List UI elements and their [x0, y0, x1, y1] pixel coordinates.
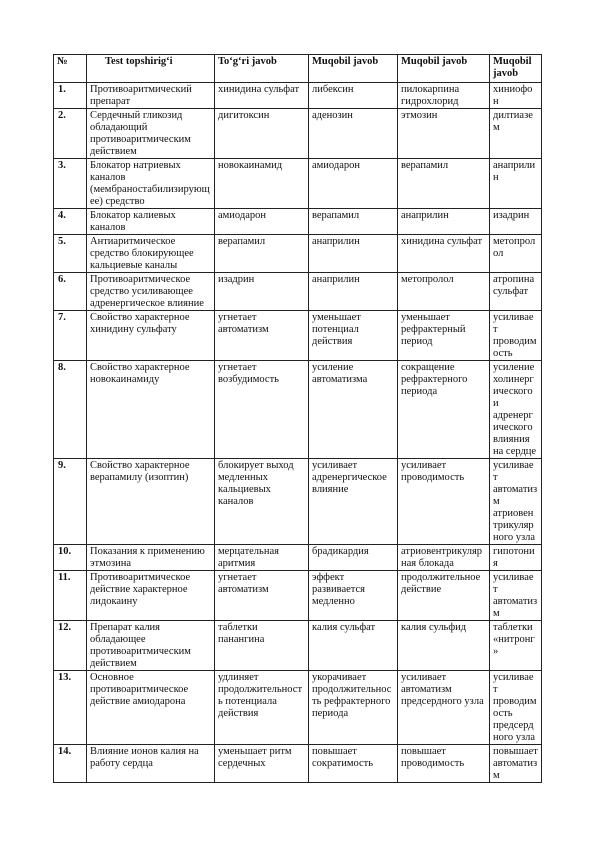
- cell-number: 3.: [54, 159, 87, 209]
- cell-number: 6.: [54, 273, 87, 311]
- cell-question: Препарат калия обладающее противоаритмическим действием: [87, 621, 215, 671]
- cell-alt-answer-3: усиливает проводимость предсердного узла: [490, 671, 542, 745]
- cell-alt-answer-2: калия сульфид: [398, 621, 490, 671]
- cell-correct-answer: дигитоксин: [215, 109, 309, 159]
- cell-question: Блокатор натриевых каналов (мембраностабилизирующее) средство: [87, 159, 215, 209]
- cell-correct-answer: мерцательная аритмия: [215, 545, 309, 571]
- cell-number: 9.: [54, 459, 87, 545]
- cell-correct-answer: верапамил: [215, 235, 309, 273]
- table-row: [54, 571, 542, 621]
- cell-question: Свойство характерное хинидину сульфату: [87, 311, 215, 361]
- table-row: [54, 83, 542, 109]
- cell-alt-answer-3: повышает автоматизм: [490, 745, 542, 783]
- cell-alt-answer-2: сокращение рефрактерного периода: [398, 361, 490, 459]
- header-number: №: [54, 55, 87, 83]
- table-header-row: [54, 55, 542, 83]
- cell-number: 1.: [54, 83, 87, 109]
- table-row: [54, 273, 542, 311]
- cell-question: Противоаритмический препарат: [87, 83, 215, 109]
- cell-alt-answer-2: верапамил: [398, 159, 490, 209]
- cell-question: Свойство характерное верапамилу (изоптин): [87, 459, 215, 545]
- table-body: [54, 83, 542, 783]
- cell-alt-answer-1: брадикардия: [309, 545, 398, 571]
- cell-alt-answer-1: усиливает адренергическое влияние: [309, 459, 398, 545]
- cell-question: Противоаритмическое средство усиливающее адренергическое влияние: [87, 273, 215, 311]
- cell-alt-answer-1: усиление автоматизма: [309, 361, 398, 459]
- cell-number: 7.: [54, 311, 87, 361]
- cell-question: Антиаритмическое средство блокирующее кальциевые каналы: [87, 235, 215, 273]
- cell-alt-answer-1: калия сульфат: [309, 621, 398, 671]
- cell-question: Влияние ионов калия на работу сердца: [87, 745, 215, 783]
- table-row: [54, 459, 542, 545]
- test-table: [53, 54, 542, 783]
- cell-question: Показания к применению этмозина: [87, 545, 215, 571]
- cell-question: Сердечный гликозид обладающий противоаритмическим действием: [87, 109, 215, 159]
- cell-alt-answer-2: хинидина сульфат: [398, 235, 490, 273]
- table-row: [54, 745, 542, 783]
- table-row: [54, 159, 542, 209]
- cell-correct-answer: угнетает автоматизм: [215, 311, 309, 361]
- cell-number: 11.: [54, 571, 87, 621]
- cell-alt-answer-1: повышает сократимость: [309, 745, 398, 783]
- cell-alt-answer-2: этмозин: [398, 109, 490, 159]
- table-row: [54, 671, 542, 745]
- table-row: [54, 361, 542, 459]
- cell-alt-answer-3: хиниофон: [490, 83, 542, 109]
- cell-alt-answer-3: метопролол: [490, 235, 542, 273]
- cell-correct-answer: изадрин: [215, 273, 309, 311]
- cell-alt-answer-1: уменьшает потенциал действия: [309, 311, 398, 361]
- cell-alt-answer-3: изадрин: [490, 209, 542, 235]
- cell-alt-answer-3: таблетки «нитронг»: [490, 621, 542, 671]
- cell-alt-answer-1: анаприлин: [309, 235, 398, 273]
- header-alt-answer-3: Muqobil javob: [490, 55, 542, 83]
- header-alt-answer-1: Muqobil javob: [309, 55, 398, 83]
- document-page: [53, 54, 541, 783]
- table-row: [54, 109, 542, 159]
- cell-correct-answer: блокирует выход медленных кальциевых каналов: [215, 459, 309, 545]
- cell-correct-answer: новокаинамид: [215, 159, 309, 209]
- cell-number: 2.: [54, 109, 87, 159]
- cell-number: 13.: [54, 671, 87, 745]
- cell-alt-answer-2: повышает проводимость: [398, 745, 490, 783]
- cell-alt-answer-3: усиливает проводимость: [490, 311, 542, 361]
- cell-alt-answer-1: аденозин: [309, 109, 398, 159]
- cell-question: Блокатор калиевых каналов: [87, 209, 215, 235]
- cell-alt-answer-3: гипотония: [490, 545, 542, 571]
- cell-correct-answer: таблетки панангина: [215, 621, 309, 671]
- table-row: [54, 235, 542, 273]
- cell-alt-answer-2: анаприлин: [398, 209, 490, 235]
- cell-number: 14.: [54, 745, 87, 783]
- cell-number: 4.: [54, 209, 87, 235]
- table-row: [54, 311, 542, 361]
- cell-alt-answer-1: верапамил: [309, 209, 398, 235]
- cell-alt-answer-3: анаприлин: [490, 159, 542, 209]
- cell-question: Свойство характерное новокаинамиду: [87, 361, 215, 459]
- cell-alt-answer-1: анаприлин: [309, 273, 398, 311]
- cell-alt-answer-1: укорачивает продолжительность рефрактерного периода: [309, 671, 398, 745]
- cell-correct-answer: угнетает возбудимость: [215, 361, 309, 459]
- cell-question: Противоаритмическое действие характерное лидокаину: [87, 571, 215, 621]
- cell-alt-answer-2: метопролол: [398, 273, 490, 311]
- cell-alt-answer-2: пилокарпина гидрохлорид: [398, 83, 490, 109]
- cell-correct-answer: уменьшает ритм сердечных: [215, 745, 309, 783]
- cell-alt-answer-3: усиление холинергического и адренергического влияния на сердце: [490, 361, 542, 459]
- cell-alt-answer-3: дилтиазем: [490, 109, 542, 159]
- cell-alt-answer-3: усиливает автоматизм атриовентрикулярного узла: [490, 459, 542, 545]
- cell-correct-answer: амиодарон: [215, 209, 309, 235]
- cell-alt-answer-2: атриовентрикулярная блокада: [398, 545, 490, 571]
- table-row: [54, 209, 542, 235]
- header-correct-answer: To‘g‘ri javob: [215, 55, 309, 83]
- cell-correct-answer: хинидина сульфат: [215, 83, 309, 109]
- cell-alt-answer-3: атропина сульфат: [490, 273, 542, 311]
- table-row: [54, 621, 542, 671]
- cell-number: 5.: [54, 235, 87, 273]
- cell-alt-answer-2: усиливает автоматизм предсердного узла: [398, 671, 490, 745]
- cell-number: 10.: [54, 545, 87, 571]
- cell-correct-answer: угнетает автоматизм: [215, 571, 309, 621]
- table-row: [54, 545, 542, 571]
- header-question: Test topshirig‘i: [87, 55, 215, 83]
- cell-question: Основное противоаритмическое действие амиодарона: [87, 671, 215, 745]
- cell-alt-answer-2: усиливает проводимость: [398, 459, 490, 545]
- cell-alt-answer-3: усиливает автоматизм: [490, 571, 542, 621]
- cell-number: 8.: [54, 361, 87, 459]
- cell-alt-answer-1: эффект развивается медленно: [309, 571, 398, 621]
- cell-number: 12.: [54, 621, 87, 671]
- header-alt-answer-2: Muqobil javob: [398, 55, 490, 83]
- cell-alt-answer-2: продолжительное действие: [398, 571, 490, 621]
- cell-alt-answer-2: уменьшает рефрактерный период: [398, 311, 490, 361]
- cell-alt-answer-1: либексин: [309, 83, 398, 109]
- cell-alt-answer-1: амиодарон: [309, 159, 398, 209]
- cell-correct-answer: удлиняет продолжительность потенциала действия: [215, 671, 309, 745]
